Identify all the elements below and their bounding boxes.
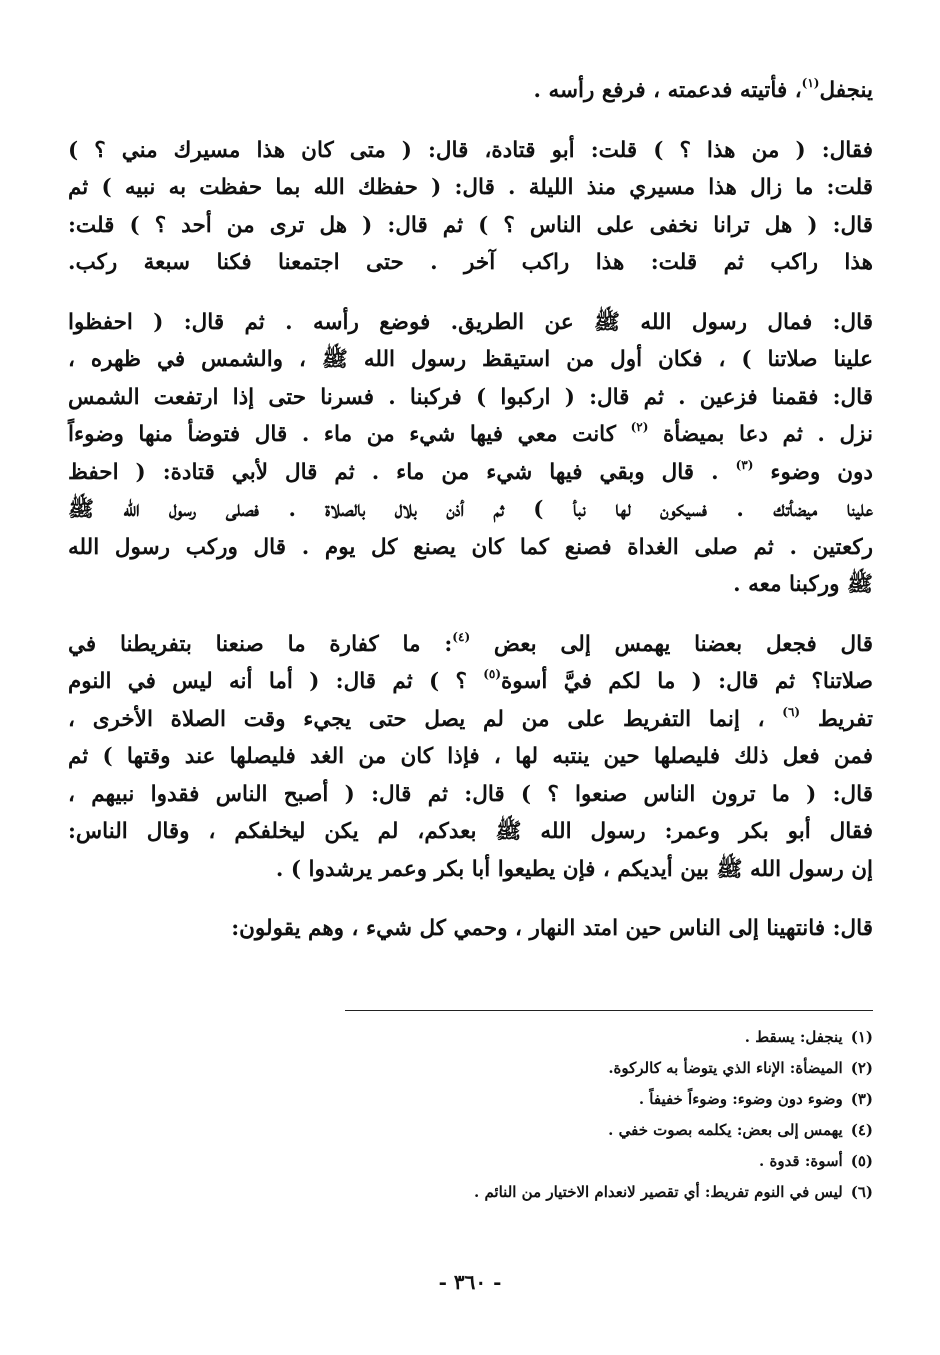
text-line: قال فجعل بعضنا يهمس إلى بعض $^{(٤)}$: ما كفارة ما صنعنا بتفريطنا في: [68, 629, 873, 657]
footnotes: [340, 1022, 873, 1208]
page-number: - ٣٦٠ -: [438, 1270, 502, 1294]
footnote-number: (٢): [850, 1059, 873, 1077]
footnote-number: (٦): [850, 1183, 873, 1201]
footnote-ref: (٢): [630, 420, 649, 434]
footnote-number: (١): [850, 1028, 873, 1046]
text-line: ركعتين . ثم صلى الغداة فصنع كما كان يصنع كل يوم . قال وركب رسول الله: [68, 534, 873, 560]
text-line: نزل . ثم دعا بميضأة $^{(٢)}$ كانت معي فيها شيء من ماء . قال فتوضأ منها وضوءاً: [68, 420, 873, 447]
footnote-text: الميضأة: الإناء الذي يتوضأ به كالركوة.: [608, 1059, 843, 1077]
footnote-text: ليس في النوم تفريط: أي تقصير لانعدام الاختيار من النائم .: [474, 1183, 843, 1201]
text-line: فقال أبو بكر وعمر: رسول الله ﷺ بعدكم، لم يكن ليخلفكم ، وقال الناس:: [68, 819, 873, 844]
footnote-item: [340, 1115, 873, 1146]
text-line: إن رسول الله ﷺ بين أيديكم ، فإن يطيعوا أبا بكر وعمر يرشدوا ) .: [275, 856, 873, 882]
footnote-item: [340, 1146, 873, 1177]
text-line: فمن فعل ذلك فليصلها حين ينتبه لها ، فإذا كان من الغد فليصلها عند وقتها ) ثم: [68, 744, 873, 769]
text-line: قال: فقمنا فزعين . ثم قال: ( اركبوا ) فركبنا . فسرنا حتى إذا ارتفعت الشمس: [68, 384, 873, 410]
footnote-number: (٥): [850, 1152, 873, 1170]
footnote-text: أسوة: قدوة .: [759, 1152, 843, 1170]
footnote-text: ينجفل: يسقط .: [744, 1028, 843, 1046]
text-line: قلت: ما زال هذا مسيري منذ الليلة . قال: ( حفظك الله بما حفظت به نبيه ) ثم: [68, 175, 873, 200]
text-line: فقال: ( من هذا ؟ ) قلت: أبو قتادة، قال: ( متى كان هذا مسيرك مني ؟ ): [68, 137, 873, 163]
footnote-text: يهمس إلى بعض: يكلمه بصوت خفي .: [608, 1121, 843, 1139]
text-line: علينا ميضأتك . فسيكون لها نبأ ) ثم أذن بلال بالصلاة . فصلى رسول الله ﷺ: [68, 497, 873, 522]
text-line: قال: فمال رسول الله ﷺ عن الطريق. فوضع رأسه . ثم قال: ( احفظوا: [68, 309, 873, 335]
footnote-number: (٣): [850, 1090, 873, 1108]
text-line: قال: ( ما ترون الناس صنعوا ؟ ) قال: ثم قال: ( أصبح الناس فقدوا نبيهم ،: [68, 781, 873, 807]
text-line: ينجفل$^{(١)}$، فأتيته فدعمته ، فرفع رأسه .: [533, 76, 873, 103]
paragraph-4: [68, 626, 873, 889]
text-line: ﷺ وركبنا معه .: [733, 572, 873, 597]
paragraph-5: [68, 910, 873, 948]
footnote-item: [340, 1022, 873, 1053]
paragraph-1: [68, 72, 873, 110]
footnote-ref: (٤): [452, 629, 471, 644]
footnote-item: [340, 1084, 873, 1115]
text-line: علينا صلاتنا ) ، فكان أول من استيقظ رسول الله ﷺ ، والشمس في ظهره ،: [68, 347, 873, 372]
main-text: [68, 72, 873, 970]
footnote-number: (٤): [850, 1121, 873, 1139]
text-line: صلاتنا؟ ثم قال: ( ما لكم فيَّ أسوة$^{(٥)}$ ؟ ) ثم قال: ( أما أنه ليس في النوم: [68, 667, 873, 694]
text-line: تفريط $^{(٦)}$ ، إنما التفريط على من لم يصل حتى يجيء وقت الصلاة الأخرى ،: [68, 704, 873, 732]
footnote-ref: (٣): [735, 457, 754, 472]
text-line: دون وضوء $^{(٣)}$ . قال وبقي فيها شيء من ماء . ثم قال لأبي قتادة: ( احفظ: [68, 457, 873, 485]
footnote-ref: (٥): [483, 667, 502, 681]
footnote-divider: [345, 1010, 873, 1011]
text-line: هذا راكب ثم قلت: هذا راكب آخر . حتى اجتمعنا فكنا سبعة ركب.: [68, 250, 873, 275]
footnote-item: [340, 1177, 873, 1208]
footnote-ref: (٦): [782, 704, 801, 719]
paragraph-3: [68, 304, 873, 604]
footnote-ref: (١): [801, 76, 820, 90]
text-line: قال: فانتهينا إلى الناس حين امتد النهار ، وحمي كل شيء ، وهم يقولون:: [231, 916, 873, 941]
footnote-text: وضوء دون وضوء: وضوءاً خفيفاً .: [638, 1090, 843, 1108]
text-line: قال: ( هل ترانا نخفى على الناس ؟ ) ثم قال: ( هل ترى من أحد ؟ ) قلت:: [68, 212, 873, 238]
paragraph-2: [68, 132, 873, 282]
footnote-item: [340, 1053, 873, 1084]
